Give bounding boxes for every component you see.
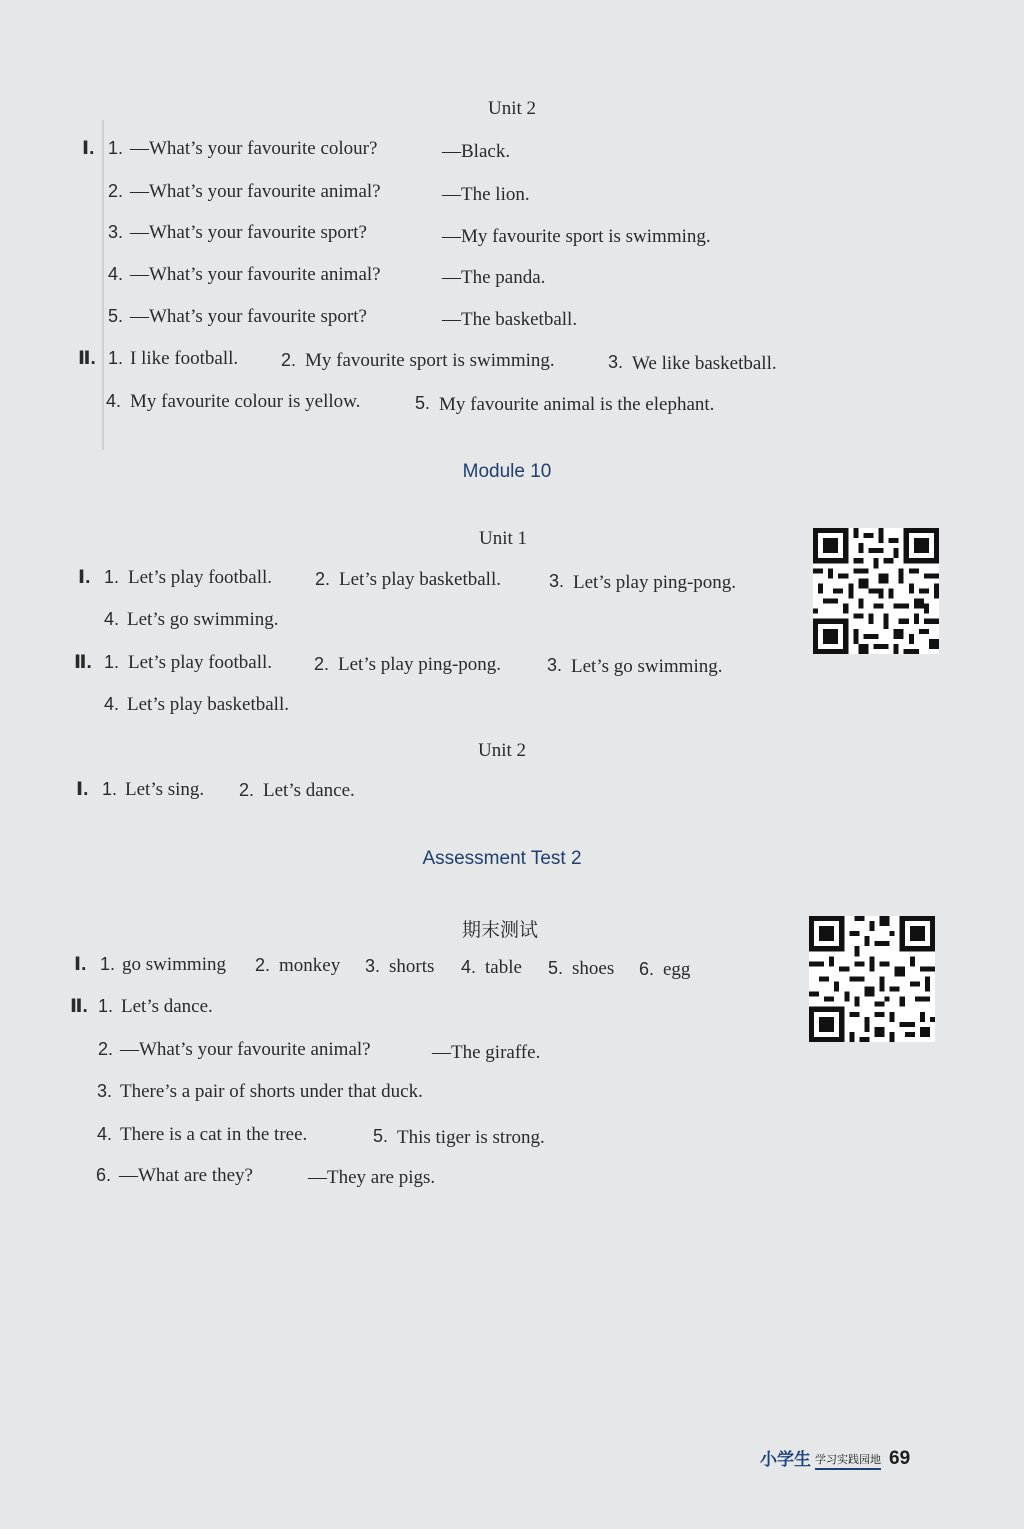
answer-text: —The panda. [442, 267, 546, 288]
section-marker: Ⅱ. [74, 652, 92, 673]
answer-text: This tiger is strong. [397, 1127, 545, 1148]
item-number: 2. [98, 1039, 114, 1059]
answer-text: shorts [389, 956, 435, 977]
answer-text: shoes [572, 958, 615, 979]
item-number: 4. [106, 391, 122, 411]
answer-text: —The basketball. [442, 309, 578, 330]
question-text: —What’s your favourite colour? [130, 138, 378, 159]
module-heading: Module 10 [462, 461, 552, 482]
question-text: —What’s your favourite sport? [130, 306, 367, 327]
item-number: 2. [314, 654, 330, 674]
section-marker: Ⅱ. [78, 348, 96, 369]
answer-text: Let’s dance. [263, 780, 355, 801]
answer-text: Let’s play football. [128, 567, 273, 588]
answer-text: Let’s sing. [125, 779, 205, 800]
answer-text: monkey [279, 955, 341, 976]
answer-text: My favourite sport is swimming. [305, 350, 555, 371]
item-number: 1. [108, 348, 124, 368]
item-number: 4. [461, 957, 477, 977]
section-marker: Ⅰ. [82, 138, 95, 159]
section-marker: Ⅱ. [70, 996, 88, 1017]
section-marker: Ⅰ. [76, 779, 89, 800]
question-text: —What are they? [119, 1165, 253, 1186]
item-number: 1. [100, 954, 116, 974]
item-number: 2. [108, 181, 124, 201]
unit1-heading: Unit 1 [478, 528, 528, 549]
answer-text: Let’s play ping-pong. [573, 572, 737, 593]
assessment-heading: Assessment Test 2 [422, 848, 582, 869]
answer-text: Let’s play basketball. [127, 694, 289, 715]
item-number: 4. [104, 609, 120, 629]
answer-text: egg [663, 959, 691, 980]
qr-code-icon [809, 916, 935, 1042]
answer-text: go swimming [122, 954, 226, 975]
question-text: —What’s your favourite animal? [120, 1039, 371, 1060]
answer-text: Let’s play ping-pong. [338, 654, 502, 675]
qr-code-icon [813, 528, 939, 654]
section-marker: Ⅰ. [74, 954, 87, 975]
answer-text: My favourite colour is yellow. [130, 391, 361, 412]
item-number: 5. [415, 393, 431, 413]
item-number: 3. [108, 222, 124, 242]
item-number: 3. [97, 1081, 113, 1101]
answer-text: —The giraffe. [432, 1042, 541, 1063]
page-edge-line [102, 120, 104, 450]
item-number: 3. [608, 352, 624, 372]
item-number: 5. [373, 1126, 389, 1146]
answer-text: Let’s play football. [128, 652, 273, 673]
item-number: 1. [108, 138, 124, 158]
answer-text: —They are pigs. [308, 1167, 436, 1188]
answer-text: —My favourite sport is swimming. [442, 226, 711, 247]
question-text: —What’s your favourite animal? [130, 264, 381, 285]
item-number: 4. [104, 694, 120, 714]
answer-text: Let’s play basketball. [339, 569, 501, 590]
brand-subtitle: 学习实践园地 [815, 1451, 881, 1470]
page-number: 69 [889, 1448, 911, 1469]
unit2-heading: Unit 2 [477, 740, 527, 761]
item-number: 4. [108, 264, 124, 284]
item-number: 1. [98, 996, 114, 1016]
answer-text: Let’s go swimming. [127, 609, 279, 630]
item-number: 5. [108, 306, 124, 326]
footer-brand [760, 1448, 910, 1470]
answer-text: —The lion. [442, 184, 530, 205]
answer-text: There’s a pair of shorts under that duck. [120, 1081, 423, 1102]
item-number: 6. [639, 959, 655, 979]
item-number: 2. [315, 569, 331, 589]
item-number: 5. [548, 958, 564, 978]
item-number: 1. [104, 652, 120, 672]
question-text: —What’s your favourite animal? [130, 181, 381, 202]
item-number: 6. [96, 1165, 112, 1185]
item-number: 2. [281, 350, 297, 370]
section-marker: Ⅰ. [78, 567, 91, 588]
answer-text: —Black. [442, 141, 511, 162]
item-number: 2. [239, 780, 255, 800]
answer-text: I like football. [130, 348, 239, 369]
item-number: 1. [104, 567, 120, 587]
item-number: 2. [255, 955, 271, 975]
answer-text: Let’s go swimming. [571, 656, 723, 677]
item-number: 3. [549, 571, 565, 591]
final-test-heading: 期末测试 [461, 919, 538, 941]
item-number: 3. [365, 956, 381, 976]
answer-text: We like basketball. [632, 353, 777, 374]
item-number: 4. [97, 1124, 113, 1144]
answer-text: Let’s dance. [121, 996, 213, 1017]
answer-text: There is a cat in the tree. [120, 1124, 308, 1145]
brand-name: 小学生 [760, 1450, 811, 1470]
item-number: 1. [102, 779, 118, 799]
unit2-heading: Unit 2 [487, 98, 537, 119]
answer-text: table [485, 957, 522, 978]
answer-text: My favourite animal is the elephant. [439, 394, 715, 415]
question-text: —What’s your favourite sport? [130, 222, 367, 243]
item-number: 3. [547, 655, 563, 675]
